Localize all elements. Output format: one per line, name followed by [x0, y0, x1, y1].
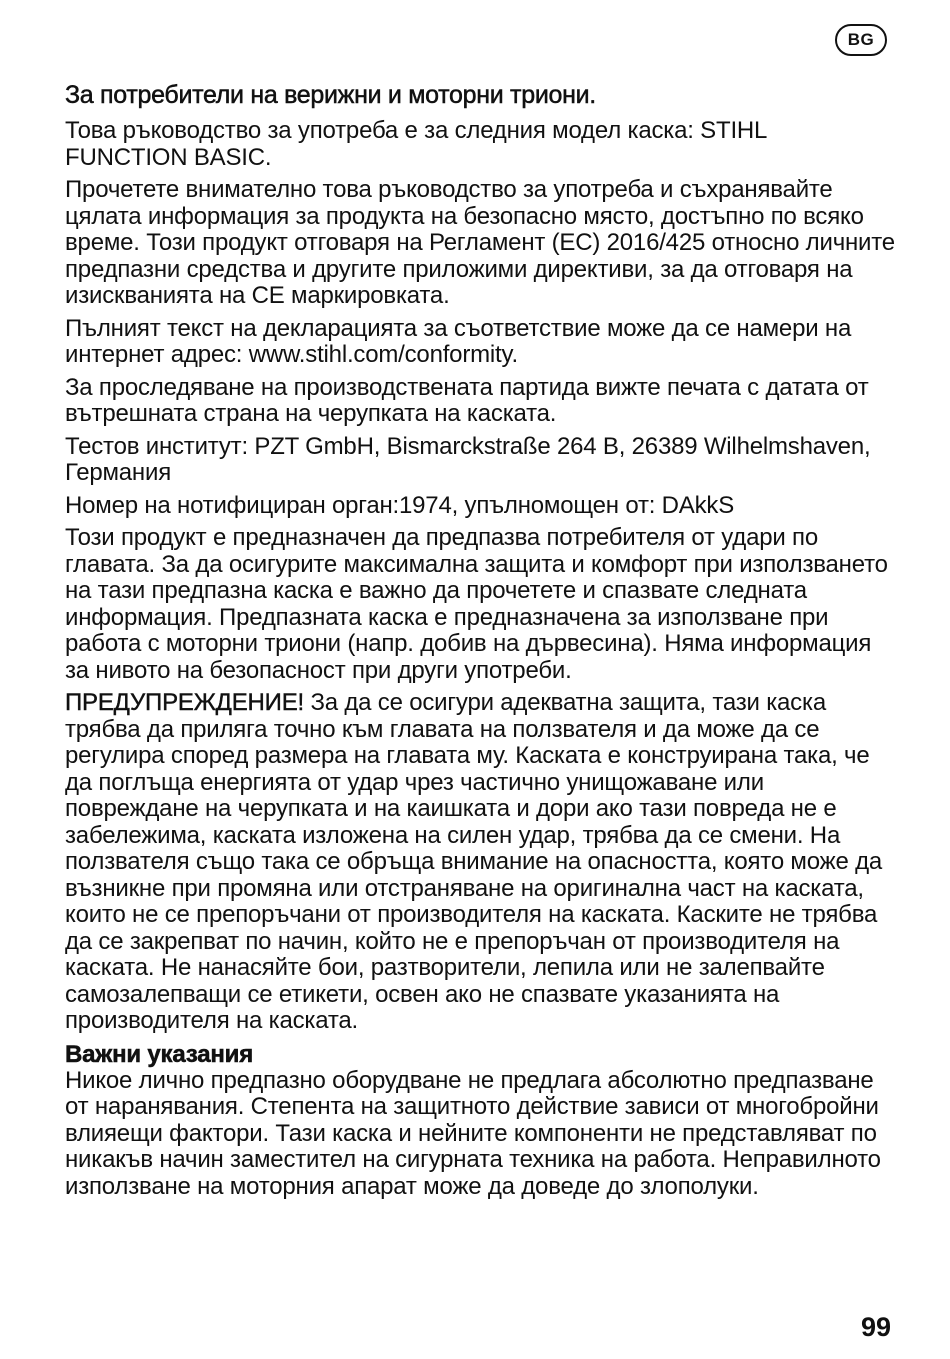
page-content [65, 78, 895, 1206]
warning-label: ПРЕДУПРЕЖДЕНИЕ! [65, 689, 304, 716]
warning-paragraph [65, 690, 895, 1035]
page-title: За потребители на верижни и моторни триони. [65, 81, 596, 109]
important-notes-heading: Важни указания [65, 1040, 254, 1068]
paragraph-regulation: Прочетете внимателно това ръководство за употреба и съхранявайте цялата информация за продукта на безопасно място, достъпно по всяко време. Този продукт отговаря на Регламент (ЕС) 2016/425 относно личните предпазни средства и другите приложими директиви, за да отговаря на изискванията на CE маркировката. [65, 176, 895, 309]
warning-text: За да се осигури адекватна защита, тази каска трябва да приляга точно към главата на ползвателя и да може да се регулира според размера на главата му. Каската е конструирана така, че да поглъща енергията от удар чрез частично унищожаване или повреждане на черупката и на каишката и дори ако тази повреда не е забележима, каската изложена на силен удар, трябва да се смени. На ползвателя също така се обръща внимание на опасността, която може да възникне при промяна или отстраняване на оригинална част на каската, които не се препоръчани от производителя на каската. Каските не трябва да се закрепват по начин, който не е препоръчан от производителя на каската. Не нанасяйте бои, разтворители, лепила или не залепвайте самозалепващи се етикети, освен ако не спазвате указанията на производителя на каската. [65, 689, 883, 1034]
language-badge: BG [835, 24, 887, 56]
page-number: 99 [860, 1312, 891, 1342]
paragraph-conformity: Пълният текст на декларацията за съответствие може да се намери на интернет адрес: www.stihl.com/conformity. [65, 314, 852, 368]
paragraph-batch-tracking: За проследяване на производствената партида вижте печата с датата от вътрешната страна на черупката на каската. [65, 373, 869, 427]
paragraph-notified-body: Номер на нотифициран орган:1974, упълномощен от: DAkkS [65, 491, 735, 519]
paragraph-intended-use: Този продукт е предназначен да предпазва потребителя от удари по главата. За да осигурите максимална защита и комфорт при използването на тази предпазна каска е важно да прочетете и спазвате следната информация. Предпазната каска е предназначена за използване при работа с моторни триони (напр. добив на дървесина). Няма информация за нивото на безопасност при други употреби. [65, 524, 888, 684]
important-notes-text: Никое лично предпазно оборудване не предлага абсолютно предпазване от наранявания. Степента на защитното действие зависи от многобройни влияещи фактори. Тази каска и нейните компоненти не представляват по никакъв начин заместител на сигурната техника на работа. Неправилното използване на моторния апарат може да доведе до злополуки. [65, 1066, 881, 1200]
paragraph-test-institute: Тестов институт: PZT GmbH, Bismarckstraße 264 B, 26389 Wilhelmshaven, Германия [65, 432, 871, 486]
paragraph-model: Това ръководство за употреба е за следния модел каска: STIHL FUNCTION BASIC. [65, 117, 767, 171]
